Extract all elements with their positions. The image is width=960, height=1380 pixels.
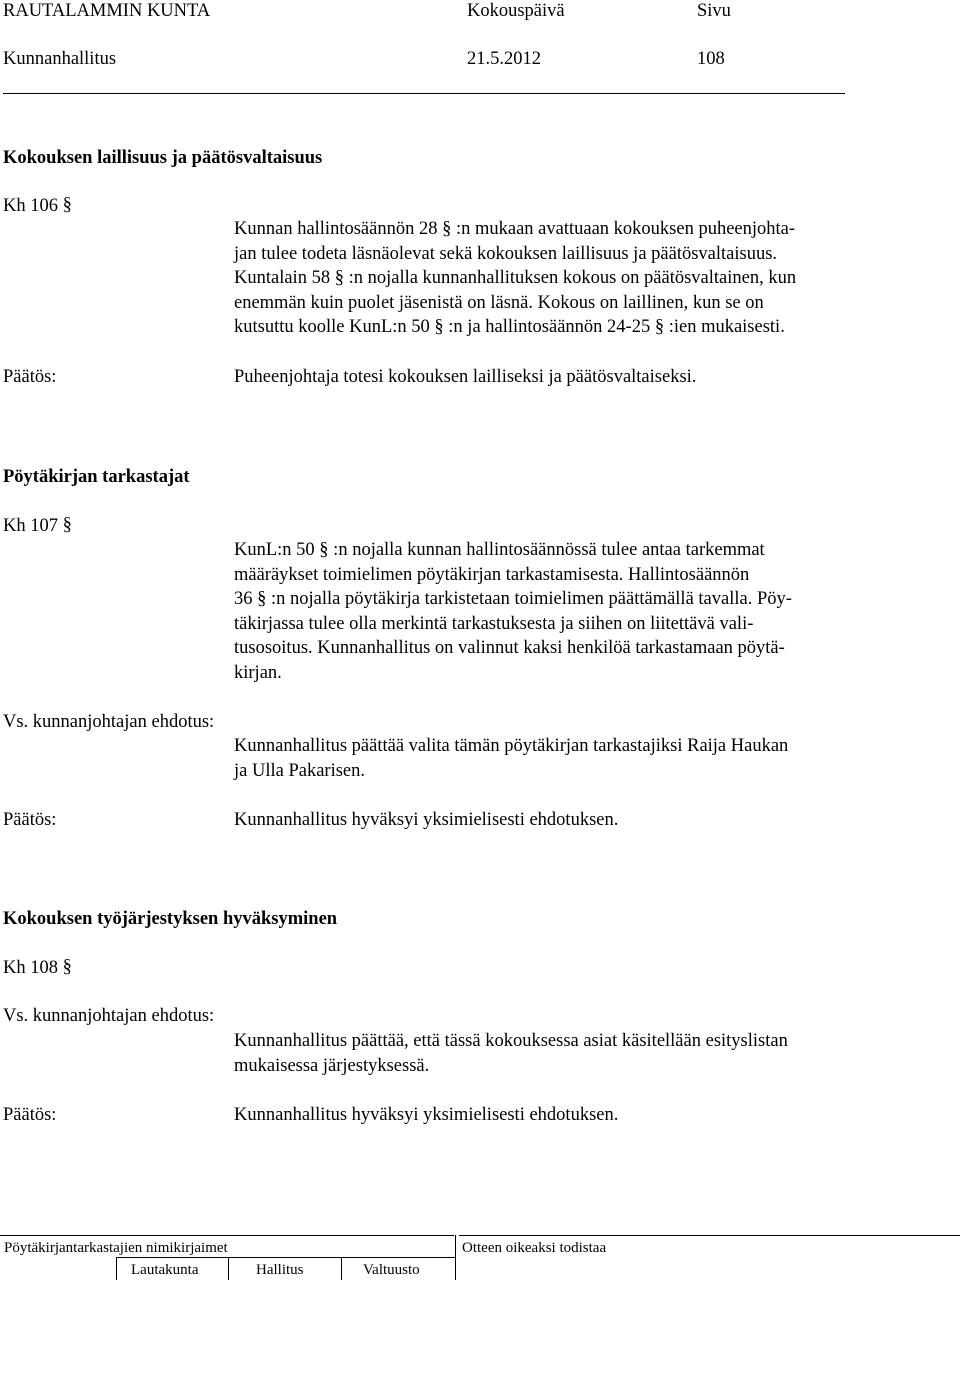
section-106-decision-label: Päätös:	[3, 367, 57, 387]
section-106-decision: Puheenjohtaja totesi kokouksen lailliseksi ja päätösvaltaiseksi.	[234, 367, 697, 387]
body-line: täkirjassa tulee olla merkintä tarkastuksesta ja siihen on liitettävä vali-	[234, 613, 754, 634]
body-line: kirjan.	[234, 662, 282, 683]
proposal-line: Kunnanhallitus päättää valita tämän pöytäkirjan tarkastajiksi Raija Haukan	[234, 736, 789, 756]
section-code-text: Kh 107	[3, 516, 58, 536]
section-107-decision: Kunnanhallitus hyväksyi yksimielisesti ehdotuksen.	[234, 810, 619, 830]
header-divider	[3, 93, 845, 94]
body-line: tusosoitus. Kunnanhallitus on valinnut kaksi henkilöä tarkastamaan pöytä-	[234, 638, 785, 659]
header-page-number: 108	[697, 49, 725, 69]
footer-col-sep	[228, 1257, 229, 1280]
footer-col-sep	[116, 1257, 117, 1280]
footer-line-right	[459, 1235, 960, 1236]
section-code-text: Kh 108	[3, 958, 58, 978]
footer-certified-label: Otteen oikeaksi todistaa	[462, 1240, 607, 1256]
proposal-line: mukaisessa järjestyksessä.	[234, 1055, 430, 1076]
footer-divider	[455, 1235, 456, 1280]
section-108-decision: Kunnanhallitus hyväksyi yksimielisesti ehdotuksen.	[234, 1105, 619, 1125]
footer-col-valtuusto: Valtuusto	[363, 1262, 420, 1278]
section-107-body	[234, 538, 792, 686]
proposal-line: Kunnanhallitus päättää, että tässä kokouksessa asiat käsitellään esityslistan	[234, 1031, 788, 1051]
footer-col-sep	[341, 1257, 342, 1280]
section-mark: §	[62, 515, 72, 535]
section-108-proposal-label: Vs. kunnanjohtajan ehdotus:	[3, 1006, 215, 1026]
section-108-decision-label: Päätös:	[3, 1105, 57, 1125]
header-page-label: Sivu	[697, 1, 731, 21]
section-code-text: Kh 106	[3, 196, 58, 216]
body-line: jan tulee todeta läsnäolevat sekä kokouksen laillisuus ja päätösvaltaisuus.	[234, 243, 778, 264]
body-line: enemmän kuin puolet jäsenistä on läsnä. Kokous on laillinen, kun se on	[234, 292, 764, 313]
footer-col-hallitus: Hallitus	[256, 1262, 304, 1278]
header-body: Kunnanhallitus	[3, 49, 117, 69]
body-line: 36 § :n nojalla pöytäkirja tarkistetaan toimielimen päättämällä tavalla. Pöy-	[234, 589, 792, 610]
section-106-body	[234, 217, 796, 340]
body-line: Kunnan hallintosäännön 28 § :n mukaan avattuaan kokouksen puheenjohta-	[234, 219, 796, 239]
header-date-label: Kokouspäivä	[467, 1, 565, 21]
section-108-proposal	[234, 1029, 788, 1078]
footer-line-left	[0, 1235, 454, 1236]
section-108-title: Kokouksen työjärjestyksen hyväksyminen	[3, 909, 338, 929]
section-108-code	[3, 956, 72, 980]
footer-col-lautakunta: Lautakunta	[131, 1262, 199, 1278]
header-municipality: RAUTALAMMIN KUNTA	[3, 1, 211, 21]
section-107-proposal	[234, 734, 788, 783]
body-line: Kuntalain 58 § :n nojalla kunnanhallituksen kokous on päätösvaltainen, kun	[234, 268, 797, 289]
section-107-code	[3, 514, 72, 538]
body-line: KunL:n 50 § :n nojalla kunnan hallintosäännössä tulee antaa tarkemmat	[234, 540, 765, 560]
section-106-code	[3, 194, 72, 218]
footer-signatures-label: Pöytäkirjantarkastajien nimikirjaimet	[4, 1240, 228, 1256]
proposal-line: ja Ulla Pakarisen.	[234, 760, 365, 781]
section-106-title: Kokouksen laillisuus ja päätösvaltaisuus	[3, 148, 323, 168]
body-line: määräykset toimielimen pöytäkirjan tarkastamisesta. Hallintosäännön	[234, 564, 750, 585]
section-107-proposal-label: Vs. kunnanjohtajan ehdotus:	[3, 712, 215, 732]
header-date: 21.5.2012	[467, 49, 541, 69]
body-line: kutsuttu koolle KunL:n 50 § :n ja hallintosäännön 24-25 § :ien mukaisesti.	[234, 317, 785, 338]
section-107-title: Pöytäkirjan tarkastajat	[3, 467, 190, 487]
section-107-decision-label: Päätös:	[3, 810, 57, 830]
section-mark: §	[62, 957, 72, 977]
footer-cols-top	[116, 1257, 455, 1258]
section-mark: §	[62, 195, 72, 215]
